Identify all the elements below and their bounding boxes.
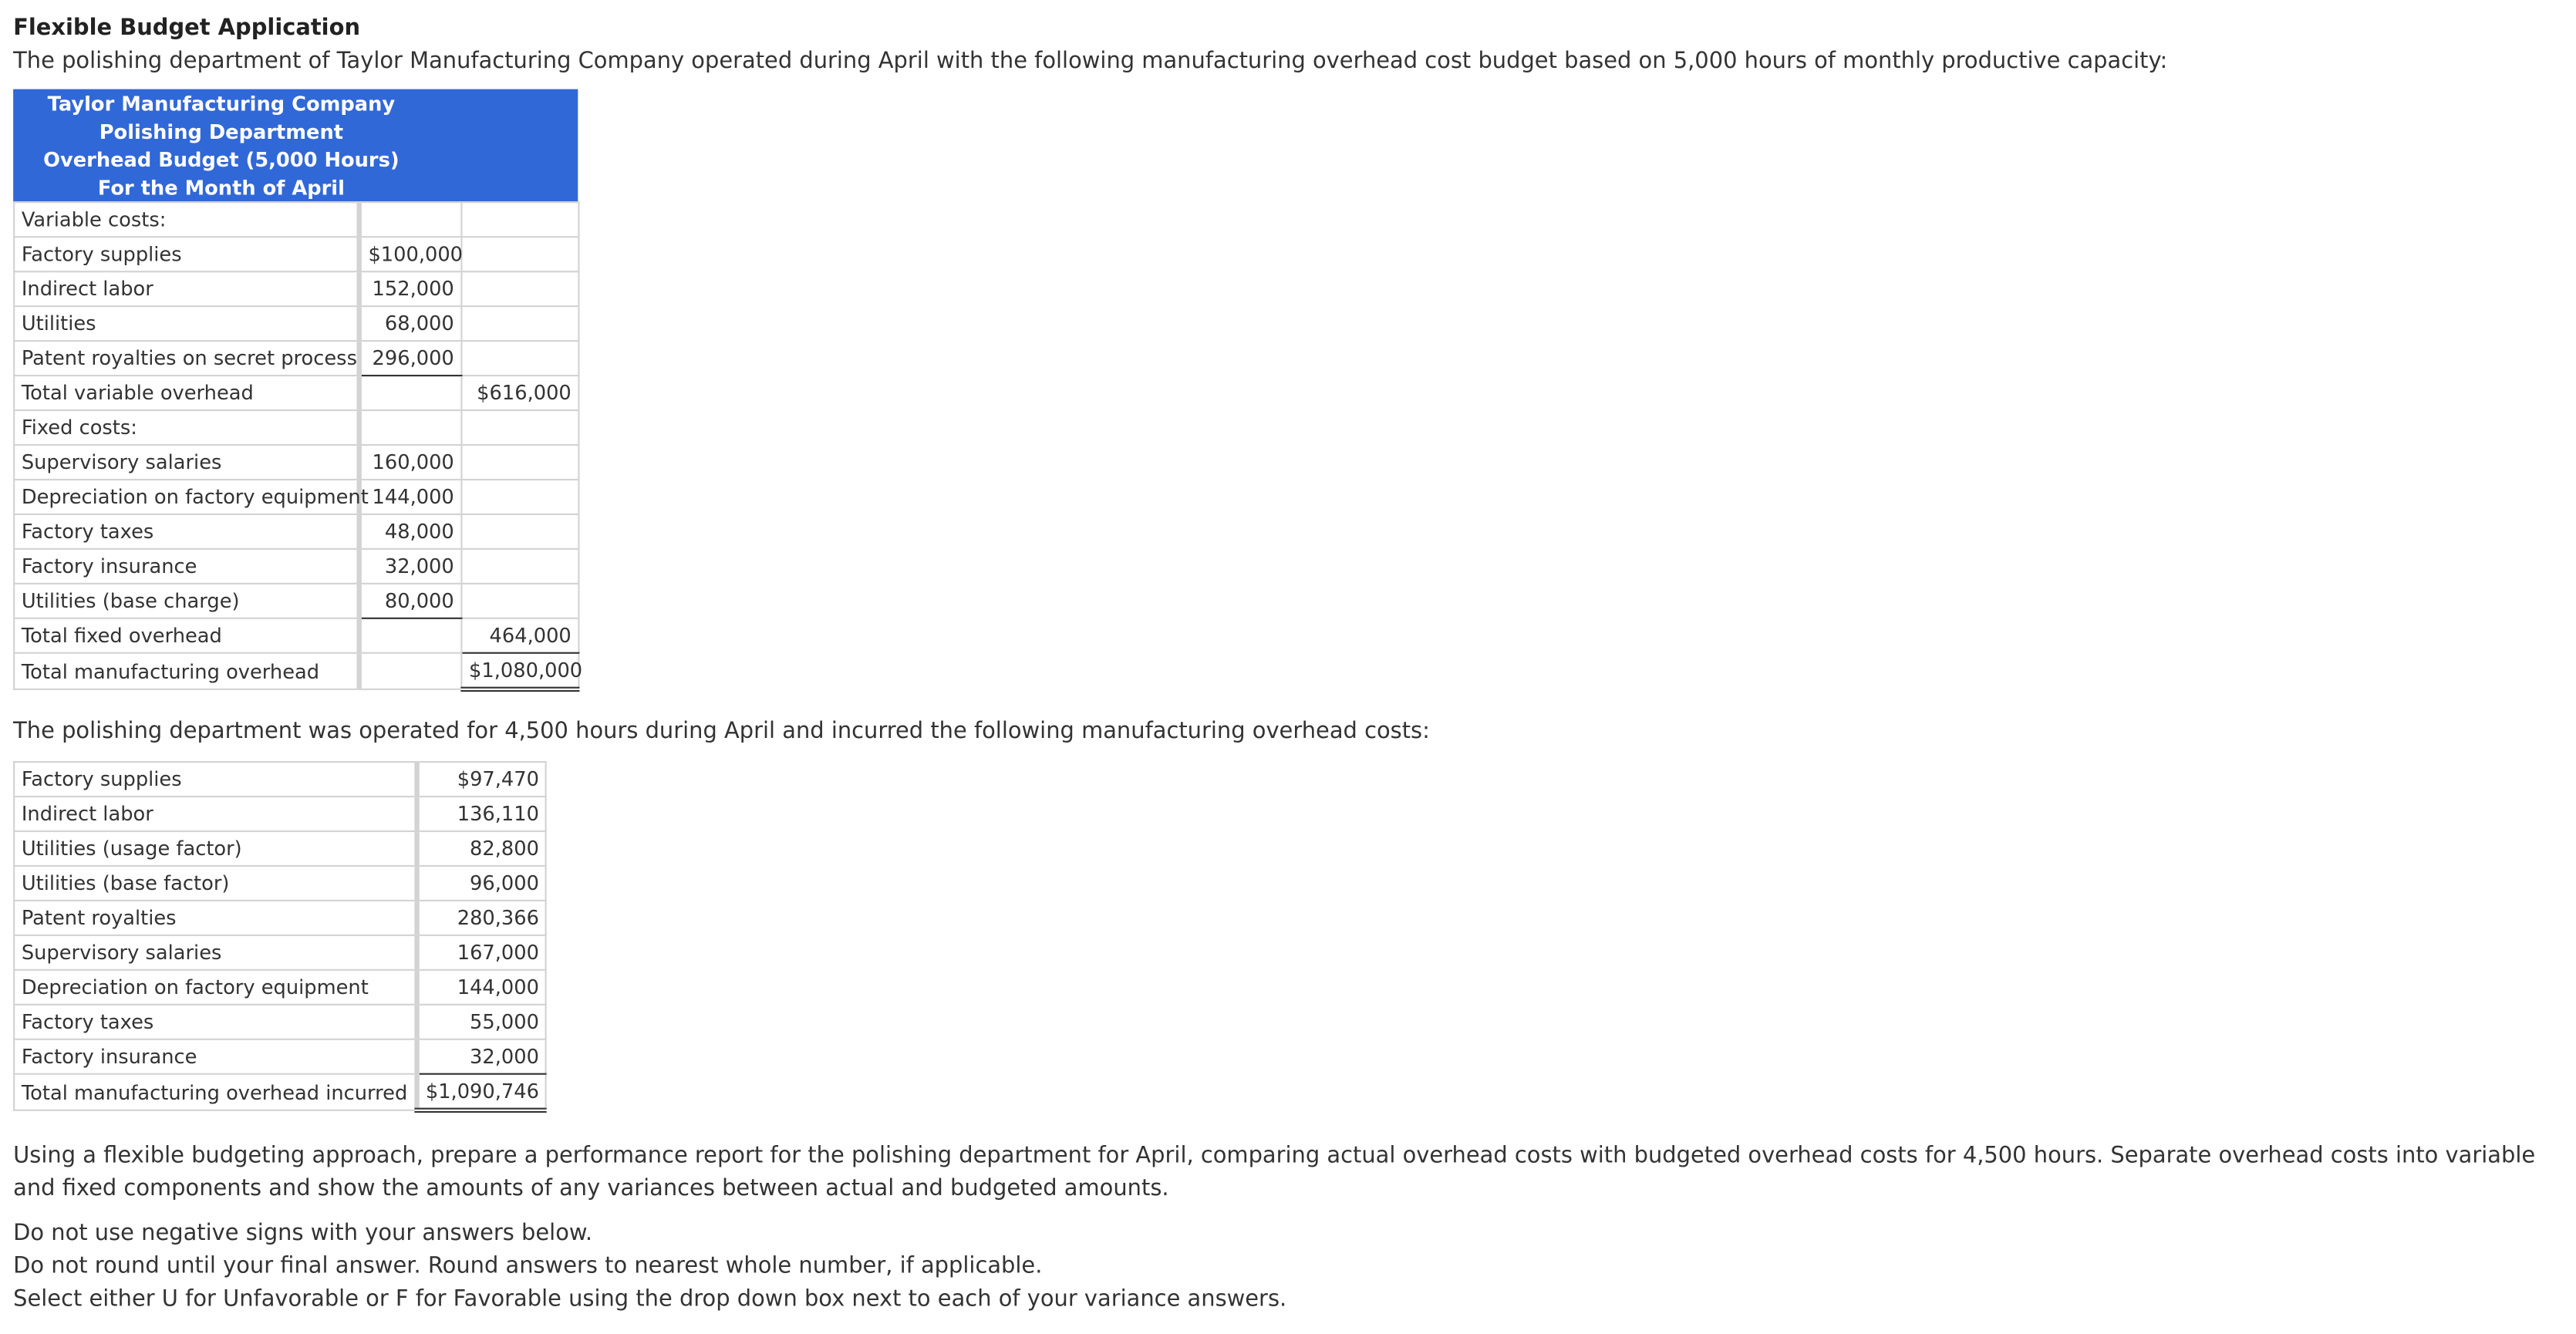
row-amount: 96,000 [416,866,547,901]
table-row [14,1039,546,1074]
row-amount [359,376,462,410]
row-total [461,341,578,376]
row-amount: 80,000 [359,584,462,618]
table-row [14,1074,546,1110]
company-name: Taylor Manufacturing Company [47,92,396,116]
table-row [14,618,578,653]
row-amount: 296,000 [359,341,462,376]
row-label: Factory taxes [14,514,359,549]
table-row [14,1005,546,1039]
row-label: Variable costs: [14,202,359,237]
row-label: Total manufacturing overhead [14,653,359,689]
budget-table-header [13,89,578,202]
table-row [14,901,546,935]
intro-text: The polishing department of Taylor Manufacturing Company operated during April with the following manufacturing overhead cost budget based on 5,000 hours of monthly productive capacity: [13,48,2168,75]
page-title: Flexible Budget Application [13,15,361,42]
row-amount: 82,800 [416,831,547,866]
table-row [14,762,546,797]
row-label: Supervisory salaries [14,935,416,970]
row-amount: $97,470 [416,762,547,797]
row-total [461,237,578,271]
row-label: Indirect labor [14,271,359,306]
table-row [14,341,578,376]
row-label: Total manufacturing overhead incurred [14,1074,416,1110]
row-label: Factory supplies [14,762,416,797]
row-label: Patent royalties on secret process [14,341,359,376]
row-amount [359,618,462,653]
row-label: Factory insurance [14,1039,416,1074]
note-line: Do not use negative signs with your answers below. [13,1220,593,1247]
row-label: Factory taxes [14,1005,416,1039]
instructions-text: Using a flexible budgeting approach, prepare a performance report for the polishing department for April, comparing actual overhead costs with budgeted overhead costs for 4,500 hours. Separate overhead costs into variable and fixed components and show the amounts of any variances between actual and budgeted amounts. [13,1142,2536,1202]
row-total [461,271,578,306]
row-amount [359,653,462,689]
row-label: Utilities (base factor) [14,866,416,901]
row-amount: 32,000 [416,1039,547,1074]
row-amount: 144,000 [359,480,462,514]
actual-costs-table [13,761,548,1113]
row-amount: 48,000 [359,514,462,549]
row-label: Depreciation on factory equipment [14,970,416,1005]
budget-period: For the Month of April [97,177,345,200]
row-label: Total fixed overhead [14,618,359,653]
table-row [14,514,578,549]
row-amount: 55,000 [416,1005,547,1039]
row-label: Supervisory salaries [14,445,359,480]
table-row [14,410,578,445]
table-row [14,237,578,271]
row-label: Utilities (usage factor) [14,831,416,866]
table-row [14,653,578,689]
row-total [461,549,578,584]
table-row [14,271,578,306]
table-row [14,202,578,237]
table-row [14,935,546,970]
answer-notes [13,1217,1286,1315]
row-total [461,514,578,549]
row-amount: 144,000 [416,970,547,1005]
row-total [461,445,578,480]
row-amount: 280,366 [416,901,547,935]
table-row [14,584,578,618]
row-label: Utilities [14,306,359,341]
row-total [461,202,578,237]
table-row [14,480,578,514]
row-amount: $1,090,746 [416,1074,547,1110]
row-amount: $100,000 [359,237,462,271]
budget-title: Overhead Budget (5,000 Hours) [43,148,400,172]
row-amount: 68,000 [359,306,462,341]
row-label: Indirect labor [14,797,416,831]
row-amount: 152,000 [359,271,462,306]
row-amount [359,410,462,445]
row-amount: 167,000 [416,935,547,970]
row-label: Factory supplies [14,237,359,271]
table-row [14,831,546,866]
row-amount: 160,000 [359,445,462,480]
actual-intro-text: The polishing department was operated for 4,500 hours during April and incurred the following manufacturing overhead costs: [13,718,1430,745]
row-total: $1,080,000 [461,653,578,689]
table-row [14,549,578,584]
row-total [461,410,578,445]
note-line: Do not round until your final answer. Round answers to nearest whole number, if applicable. [13,1253,1043,1280]
row-total [461,306,578,341]
table-row [14,970,546,1005]
row-label: Factory insurance [14,549,359,584]
department-name: Polishing Department [99,120,344,144]
row-label: Fixed costs: [14,410,359,445]
table-row [14,445,578,480]
table-row [14,306,578,341]
table-row [14,797,546,831]
note-line: Select either U for Unfavorable or F for Favorable using the drop down box next to each of your variance answers. [13,1285,1287,1313]
row-amount: 32,000 [359,549,462,584]
row-amount [359,202,462,237]
row-label: Patent royalties [14,901,416,935]
row-label: Utilities (base charge) [14,584,359,618]
row-amount: 136,110 [416,797,547,831]
row-label: Total variable overhead [14,376,359,410]
row-label: Depreciation on factory equipment [14,480,359,514]
row-total: 464,000 [461,618,578,653]
overhead-budget-table [13,89,583,692]
table-row [14,376,578,410]
row-total: $616,000 [461,376,578,410]
table-row [14,866,546,901]
row-total [461,480,578,514]
row-total [461,584,578,618]
